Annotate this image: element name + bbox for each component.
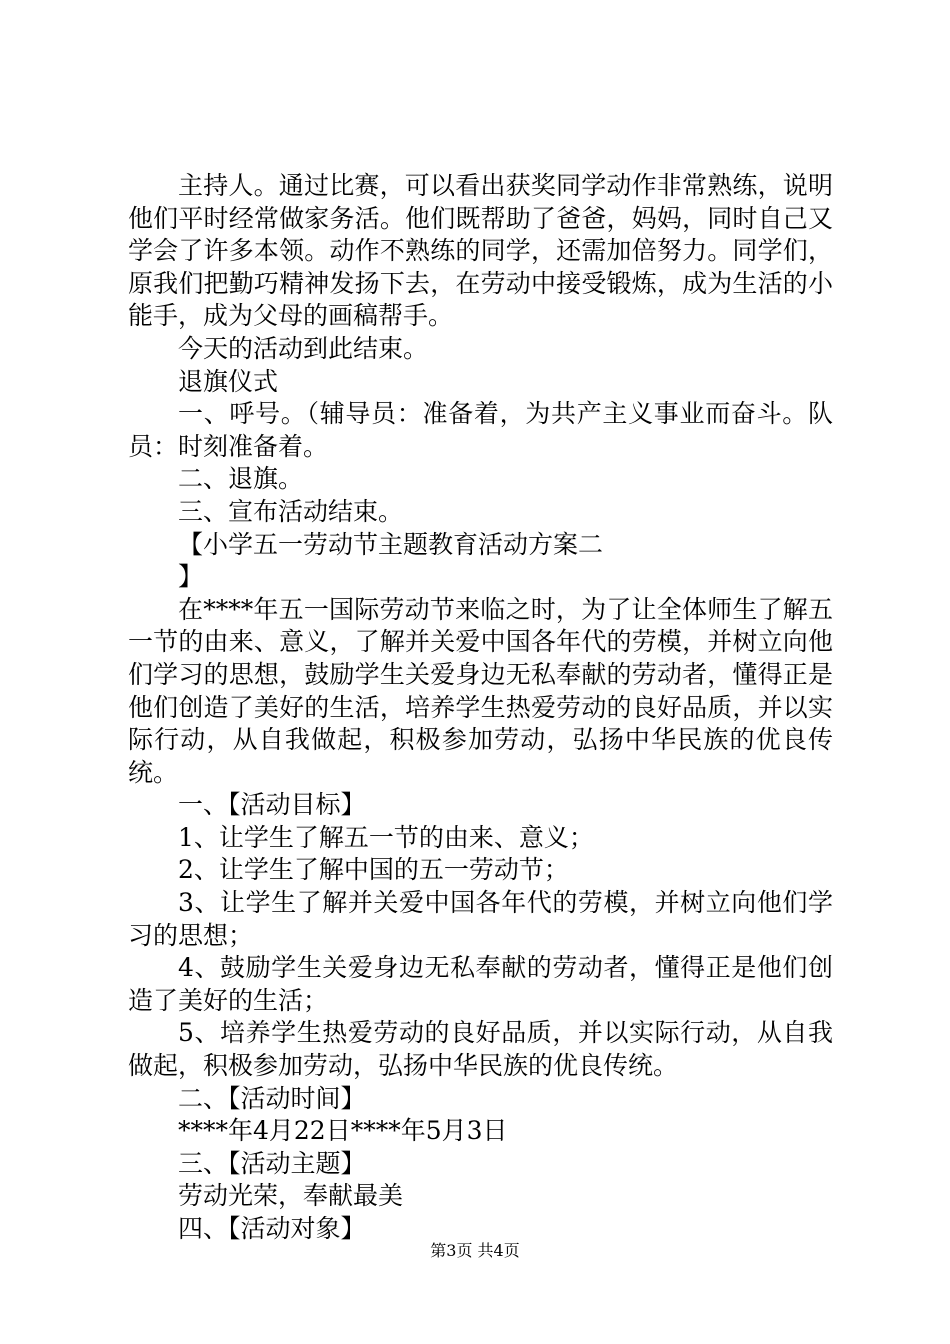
goal-item-2: 2、让学生了解中国的五一劳动节； [178, 855, 569, 885]
paragraph-flag-ceremony: 退旗仪式 [178, 366, 279, 396]
paragraph-slogan: 一、呼号。（辅导员：准备着，为共产主义事业而奋斗。队员：时刻准备着。 [128, 399, 833, 461]
heading-activity-target: 四、【活动对象】 [178, 1214, 366, 1243]
document-body [128, 170, 833, 1246]
section-heading-plan-two: 【小学五一劳动节主题教育活动方案二 [178, 529, 604, 559]
activity-theme-value: 劳动光荣，奉献最美 [178, 1181, 404, 1211]
goal-item-5: 5、培养学生热爱劳动的良好品质，并以实际行动，从自我做起，积极参加劳动，弘扬中华民族的优良传统。 [128, 1018, 833, 1081]
activity-time-value: ****年4月22日****年5月3日 [178, 1116, 508, 1146]
heading-activity-theme: 三、【活动主题】 [178, 1148, 366, 1178]
goal-item-4: 4、鼓励学生关爱身边无私奉献的劳动者，懂得正是他们创造了美好的生活； [128, 953, 833, 1015]
goal-item-3: 3、让学生了解并关爱中国各年代的劳模，并树立向他们学习的思想； [128, 888, 833, 950]
paragraph-introduction: 在****年五一国际劳动节来临之时，为了让全体师生了解五一节的由来、意义，了解并关爱中国各年代的劳模，并树立向他们学习的思想，鼓励学生关爱身边无私奉献的劳动者，懂得正是他们创造了美好的生活，培养学生热爱劳动的良好品质，并以实际行动，从自我做起，积极参加劳动，弘扬中华民族的优良传统。 [128, 594, 833, 787]
page-footer: 第3页 共4页 [430, 1241, 520, 1260]
paragraph-announce-end: 三、宣布活动结束。 [178, 496, 404, 526]
section-heading-bracket: 】 [178, 562, 204, 592]
paragraph-activity-end: 今天的活动到此结束。 [178, 333, 429, 363]
goal-item-1: 1、让学生了解五一节的由来、意义； [178, 822, 594, 852]
paragraph-lower-flag: 二、退旗。 [178, 464, 304, 494]
heading-activity-time: 二、【活动时间】 [178, 1083, 366, 1113]
heading-activity-goals: 一、【活动目标】 [178, 790, 366, 820]
paragraph-host-summary: 主持人。通过比赛，可以看出获奖同学动作非常熟练，说明他们平时经常做家务活。他们既帮助了爸爸，妈妈，同时自己又学会了许多本领。动作不熟练的同学，还需加倍努力。同学们，原我们把勤巧精神发扬下去，在劳动中接受锻炼，成为生活的小能手，成为父母的画稿帮手。 [128, 171, 833, 331]
